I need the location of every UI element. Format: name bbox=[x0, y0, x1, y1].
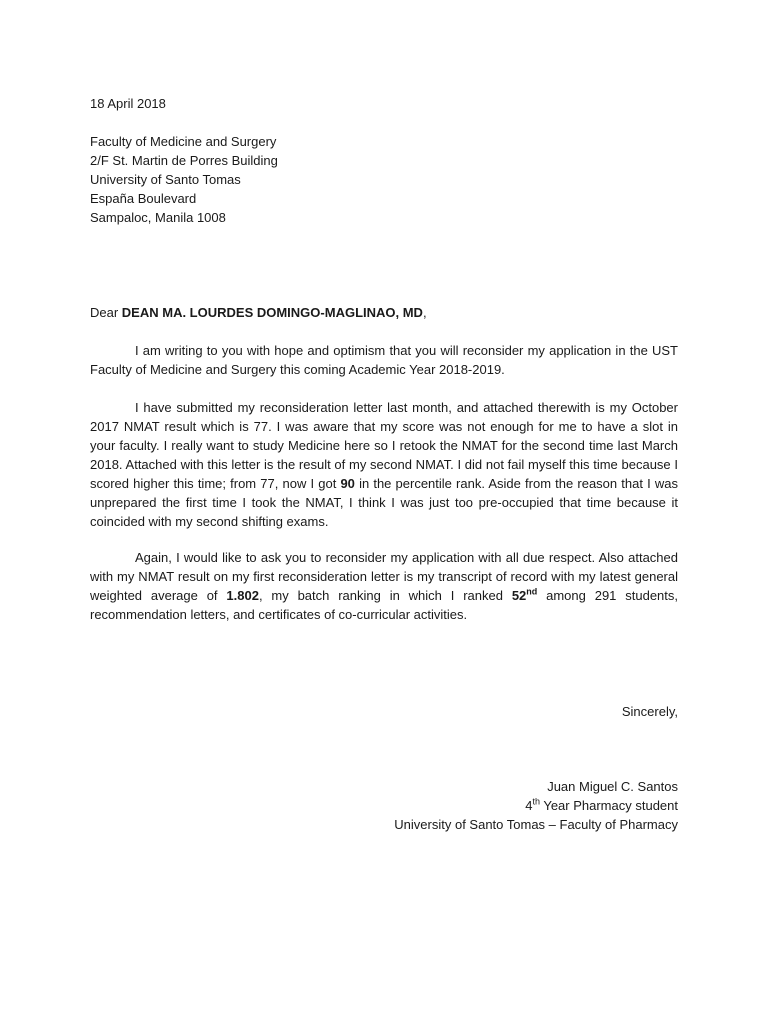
signature-block bbox=[394, 777, 678, 834]
nmat-score: 90 bbox=[340, 476, 355, 491]
address-line: Sampaloc, Manila 1008 bbox=[90, 210, 226, 225]
paragraph-text: in the percentile rank. Aside from the reason that I was unprepared the first time I took the NMAT, I think I was just too pre-occupied that time because it coincided with my second shifting exams. bbox=[90, 476, 678, 529]
paragraph-text: Again, I would like to ask you to reconsider my application with all due respect. Also attached with my NMAT result on my first reconsideration letter is my transcript of record with my latest general weighted average of bbox=[90, 550, 678, 603]
closing: Sincerely, bbox=[621, 704, 678, 719]
salutation-suffix: , bbox=[422, 305, 427, 320]
paragraph-text: I am writing to you with hope and optimism that you will reconsider my application in the UST Faculty of Medicine and Surgery this coming Academic Year 2018-2019. bbox=[90, 343, 678, 377]
address-line: Faculty of Medicine and Surgery bbox=[90, 134, 277, 149]
gwa-value: 1.802 bbox=[226, 588, 259, 603]
body-paragraph-2 bbox=[90, 398, 678, 531]
body-paragraph-1 bbox=[90, 341, 678, 379]
recipient-name: DEAN MA. LOURDES DOMINGO-MAGLINAO, MD bbox=[121, 305, 423, 320]
rank-value: 52nd bbox=[511, 586, 538, 603]
paragraph-text: I have submitted my reconsideration letter last month, and attached therewith is my October 2017 NMAT result which is 77. I was aware that my score was not enough for me to have a slot in your faculty. I really want to study Medicine here so I retook the NMAT for the second time last March 2018. Attached with this letter is the result of my second NMAT. I did not fail myself this time because I scored higher this time; from 77, now I got bbox=[90, 400, 678, 491]
address-line: 2/F St. Martin de Porres Building bbox=[90, 153, 278, 168]
paragraph-text: , my batch ranking in which I ranked bbox=[258, 588, 512, 603]
recipient-address bbox=[90, 132, 678, 227]
letter-date: 18 April 2018 bbox=[90, 96, 166, 111]
body-paragraph-3 bbox=[90, 548, 678, 624]
paragraph-text: among 291 students, recommendation letters, and certificates of co-curricular activities. bbox=[90, 588, 679, 622]
salutation-prefix: Dear bbox=[90, 305, 122, 320]
signer-affiliation: University of Santo Tomas – Faculty of Pharmacy bbox=[394, 817, 678, 832]
signer-title: 4th Year Pharmacy student bbox=[525, 796, 678, 813]
address-line: University of Santo Tomas bbox=[90, 172, 241, 187]
address-line: España Boulevard bbox=[90, 191, 197, 206]
signer-name: Juan Miguel C. Santos bbox=[547, 779, 678, 794]
salutation bbox=[90, 303, 678, 322]
